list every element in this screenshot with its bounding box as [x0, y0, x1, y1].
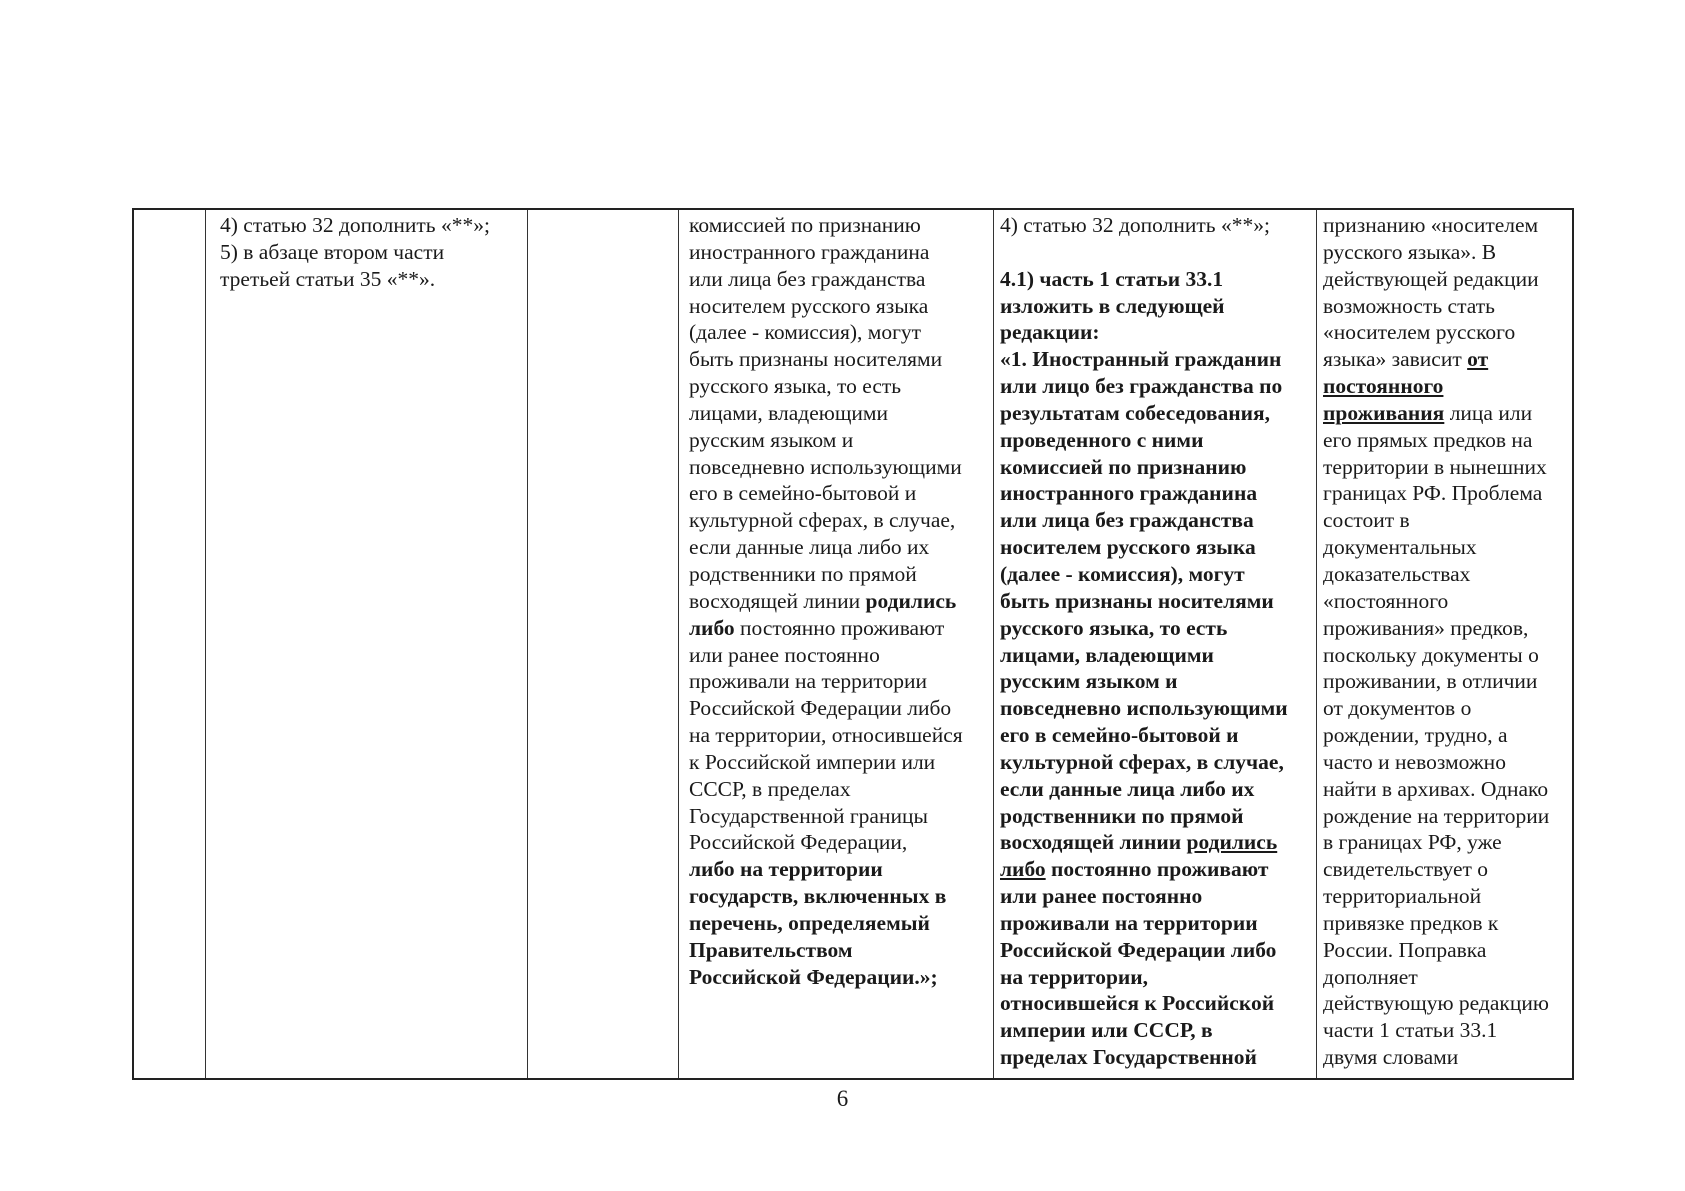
text-line: лицами, владеющими	[689, 400, 889, 425]
text-line: или лица без гражданства	[1000, 508, 1254, 533]
text-line: свидетельствует о	[1323, 857, 1489, 882]
text-line: рождении, трудно, а	[1323, 723, 1508, 748]
text-line: Российской Федерации либо	[1000, 937, 1277, 962]
table-column-justification	[1317, 210, 1572, 1078]
text-line: двумя словами	[1323, 1045, 1459, 1070]
text-line: Российской Федерации.»;	[689, 964, 938, 989]
text-line: действующую редакцию	[1323, 991, 1549, 1016]
text-line: дополняет	[1323, 964, 1418, 989]
text-line: редакции:	[1000, 320, 1100, 345]
text-line: действующей редакции	[1323, 266, 1539, 291]
text-fragment: восходящей линии	[689, 588, 861, 613]
text-line: носителем русского языка	[689, 293, 929, 318]
text-fragment: языка» зависит	[1323, 347, 1462, 372]
page-number: 6	[836, 1086, 849, 1111]
text-line: состоит в	[1323, 508, 1410, 533]
table-column-number	[134, 210, 206, 1078]
text-line: признанию «носителем	[1323, 213, 1539, 237]
text-line: изложить в следующей	[1000, 293, 1225, 318]
table-column-current-text	[206, 210, 528, 1078]
text-line: родственники по прямой	[1000, 803, 1244, 828]
text-line	[1323, 400, 1549, 427]
blank-line	[1000, 239, 1288, 266]
text-line: 5) в абзаце втором части	[220, 239, 445, 264]
text-fragment: лица или	[1449, 400, 1533, 425]
bold-underlined-fragment: проживания	[1323, 400, 1445, 425]
text-line: или лица без гражданства	[689, 266, 926, 291]
text-line: либо на территории	[689, 857, 883, 882]
text-line: «постоянного	[1323, 588, 1449, 613]
bold-fragment: родились	[865, 588, 957, 613]
text-line: если данные лица либо их	[689, 535, 930, 560]
text-line: 4) статью 32 дополнить «**»;	[1000, 213, 1270, 237]
text-line: России. Поправка	[1323, 937, 1487, 962]
text-line: проживания» предков,	[1323, 615, 1529, 640]
comparison-table	[132, 208, 1574, 1080]
text-line	[689, 615, 963, 642]
text-fragment: постоянно проживают	[740, 615, 945, 640]
text-line: 4) статью 32 дополнить «**»;	[220, 213, 490, 237]
text-line: часто и невозможно	[1323, 749, 1506, 774]
text-line: доказательствах	[1323, 561, 1471, 586]
cell-text	[1000, 212, 1288, 1071]
text-line: территориальной	[1323, 884, 1482, 909]
text-line: Российской Федерации,	[689, 830, 908, 855]
text-line: государств, включенных в	[689, 884, 947, 909]
text-line: на территории,	[1000, 964, 1149, 989]
text-line: русского языка, то есть	[1000, 615, 1228, 640]
text-line: (далее - комиссия), могут	[689, 320, 922, 345]
text-line: Российской Федерации либо	[689, 696, 952, 721]
text-line: империи или СССР, в	[1000, 1018, 1213, 1043]
text-line: «носителем русского	[1323, 320, 1516, 345]
text-line: его в семейно-бытовой и	[1000, 723, 1239, 748]
text-line: СССР, в пределах	[689, 776, 851, 801]
text-line: русского языка». В	[1323, 239, 1497, 264]
text-line: к Российской империи или	[689, 749, 936, 774]
text-line: иностранного гражданина	[689, 239, 930, 264]
text-line: если данные лица либо их	[1000, 776, 1255, 801]
text-line: 4.1) часть 1 статьи 33.1	[1000, 266, 1224, 291]
bold-fragment: восходящей линии	[1000, 830, 1182, 855]
cell-text	[689, 212, 963, 990]
text-line: или ранее постоянно	[1000, 884, 1203, 909]
bold-fragment: постоянно проживают	[1051, 857, 1269, 882]
text-line: территории в нынешних	[1323, 454, 1547, 479]
text-line: носителем русского языка	[1000, 535, 1256, 560]
text-line: «1. Иностранный гражданин	[1000, 347, 1282, 372]
text-line: проживали на территории	[1000, 910, 1258, 935]
text-line: культурной сферах, в случае,	[1000, 749, 1284, 774]
text-line: результатам собеседования,	[1000, 400, 1270, 425]
text-line	[1323, 346, 1549, 373]
bold-fragment: либо	[689, 615, 735, 640]
text-line: проживали на территории	[689, 669, 928, 694]
text-line	[689, 588, 963, 615]
text-line: перечень, определяемый	[689, 910, 930, 935]
cell-text	[220, 212, 490, 293]
text-line: проведенного с ними	[1000, 427, 1204, 452]
text-line: на территории, относившейся	[689, 723, 963, 748]
text-line	[1000, 829, 1288, 856]
text-line: (далее - комиссия), могут	[1000, 561, 1245, 586]
text-line: возможность стать	[1323, 293, 1495, 318]
text-line: от документов о	[1323, 696, 1472, 721]
text-line: комиссией по признанию	[689, 213, 921, 237]
text-line: иностранного гражданина	[1000, 481, 1258, 506]
text-line: документальных	[1323, 535, 1477, 560]
text-line: русским языком и	[689, 427, 854, 452]
text-line: комиссией по признанию	[1000, 454, 1247, 479]
text-line: рождение на территории	[1323, 803, 1550, 828]
text-line: его в семейно-бытовой и	[689, 481, 917, 506]
text-line: русским языком и	[1000, 669, 1178, 694]
text-line: повседневно использующими	[1000, 696, 1288, 721]
text-line: или ранее постоянно	[689, 642, 880, 667]
table-column-amendment-text	[994, 210, 1317, 1078]
text-line	[1000, 856, 1288, 883]
table-column-proposed-text	[679, 210, 994, 1078]
text-line: лицами, владеющими	[1000, 642, 1214, 667]
text-line: поскольку документы о	[1323, 642, 1539, 667]
text-line: быть признаны носителями	[689, 347, 943, 372]
text-line: быть признаны носителями	[1000, 588, 1274, 613]
underlined-fragment: либо	[1000, 857, 1046, 882]
text-line: или лицо без гражданства по	[1000, 374, 1283, 399]
text-line: относившейся к Российской	[1000, 991, 1275, 1016]
table-column-empty	[528, 210, 679, 1078]
text-line: повседневно использующими	[689, 454, 962, 479]
text-line: в границах РФ, уже	[1323, 830, 1502, 855]
text-line: его прямых предков на	[1323, 427, 1533, 452]
text-line: привязке предков к	[1323, 910, 1499, 935]
text-line: русского языка, то есть	[689, 374, 902, 399]
text-line: найти в архивах. Однако	[1323, 776, 1549, 801]
bold-underlined-fragment: от	[1467, 347, 1489, 372]
text-line: Государственной границы	[689, 803, 928, 828]
text-line: проживании, в отличии	[1323, 669, 1538, 694]
text-line: Правительством	[689, 937, 853, 962]
text-line: части 1 статьи 33.1	[1323, 1018, 1498, 1043]
cell-text	[1323, 212, 1549, 1071]
text-line: родственники по прямой	[689, 561, 917, 586]
text-line: третьей статьи 35 «**».	[220, 266, 436, 291]
underlined-fragment: родились	[1186, 830, 1278, 855]
text-line: пределах Государственной	[1000, 1045, 1257, 1070]
text-line: культурной сферах, в случае,	[689, 508, 956, 533]
text-line: постоянного	[1323, 374, 1444, 399]
text-line: границах РФ. Проблема	[1323, 481, 1543, 506]
